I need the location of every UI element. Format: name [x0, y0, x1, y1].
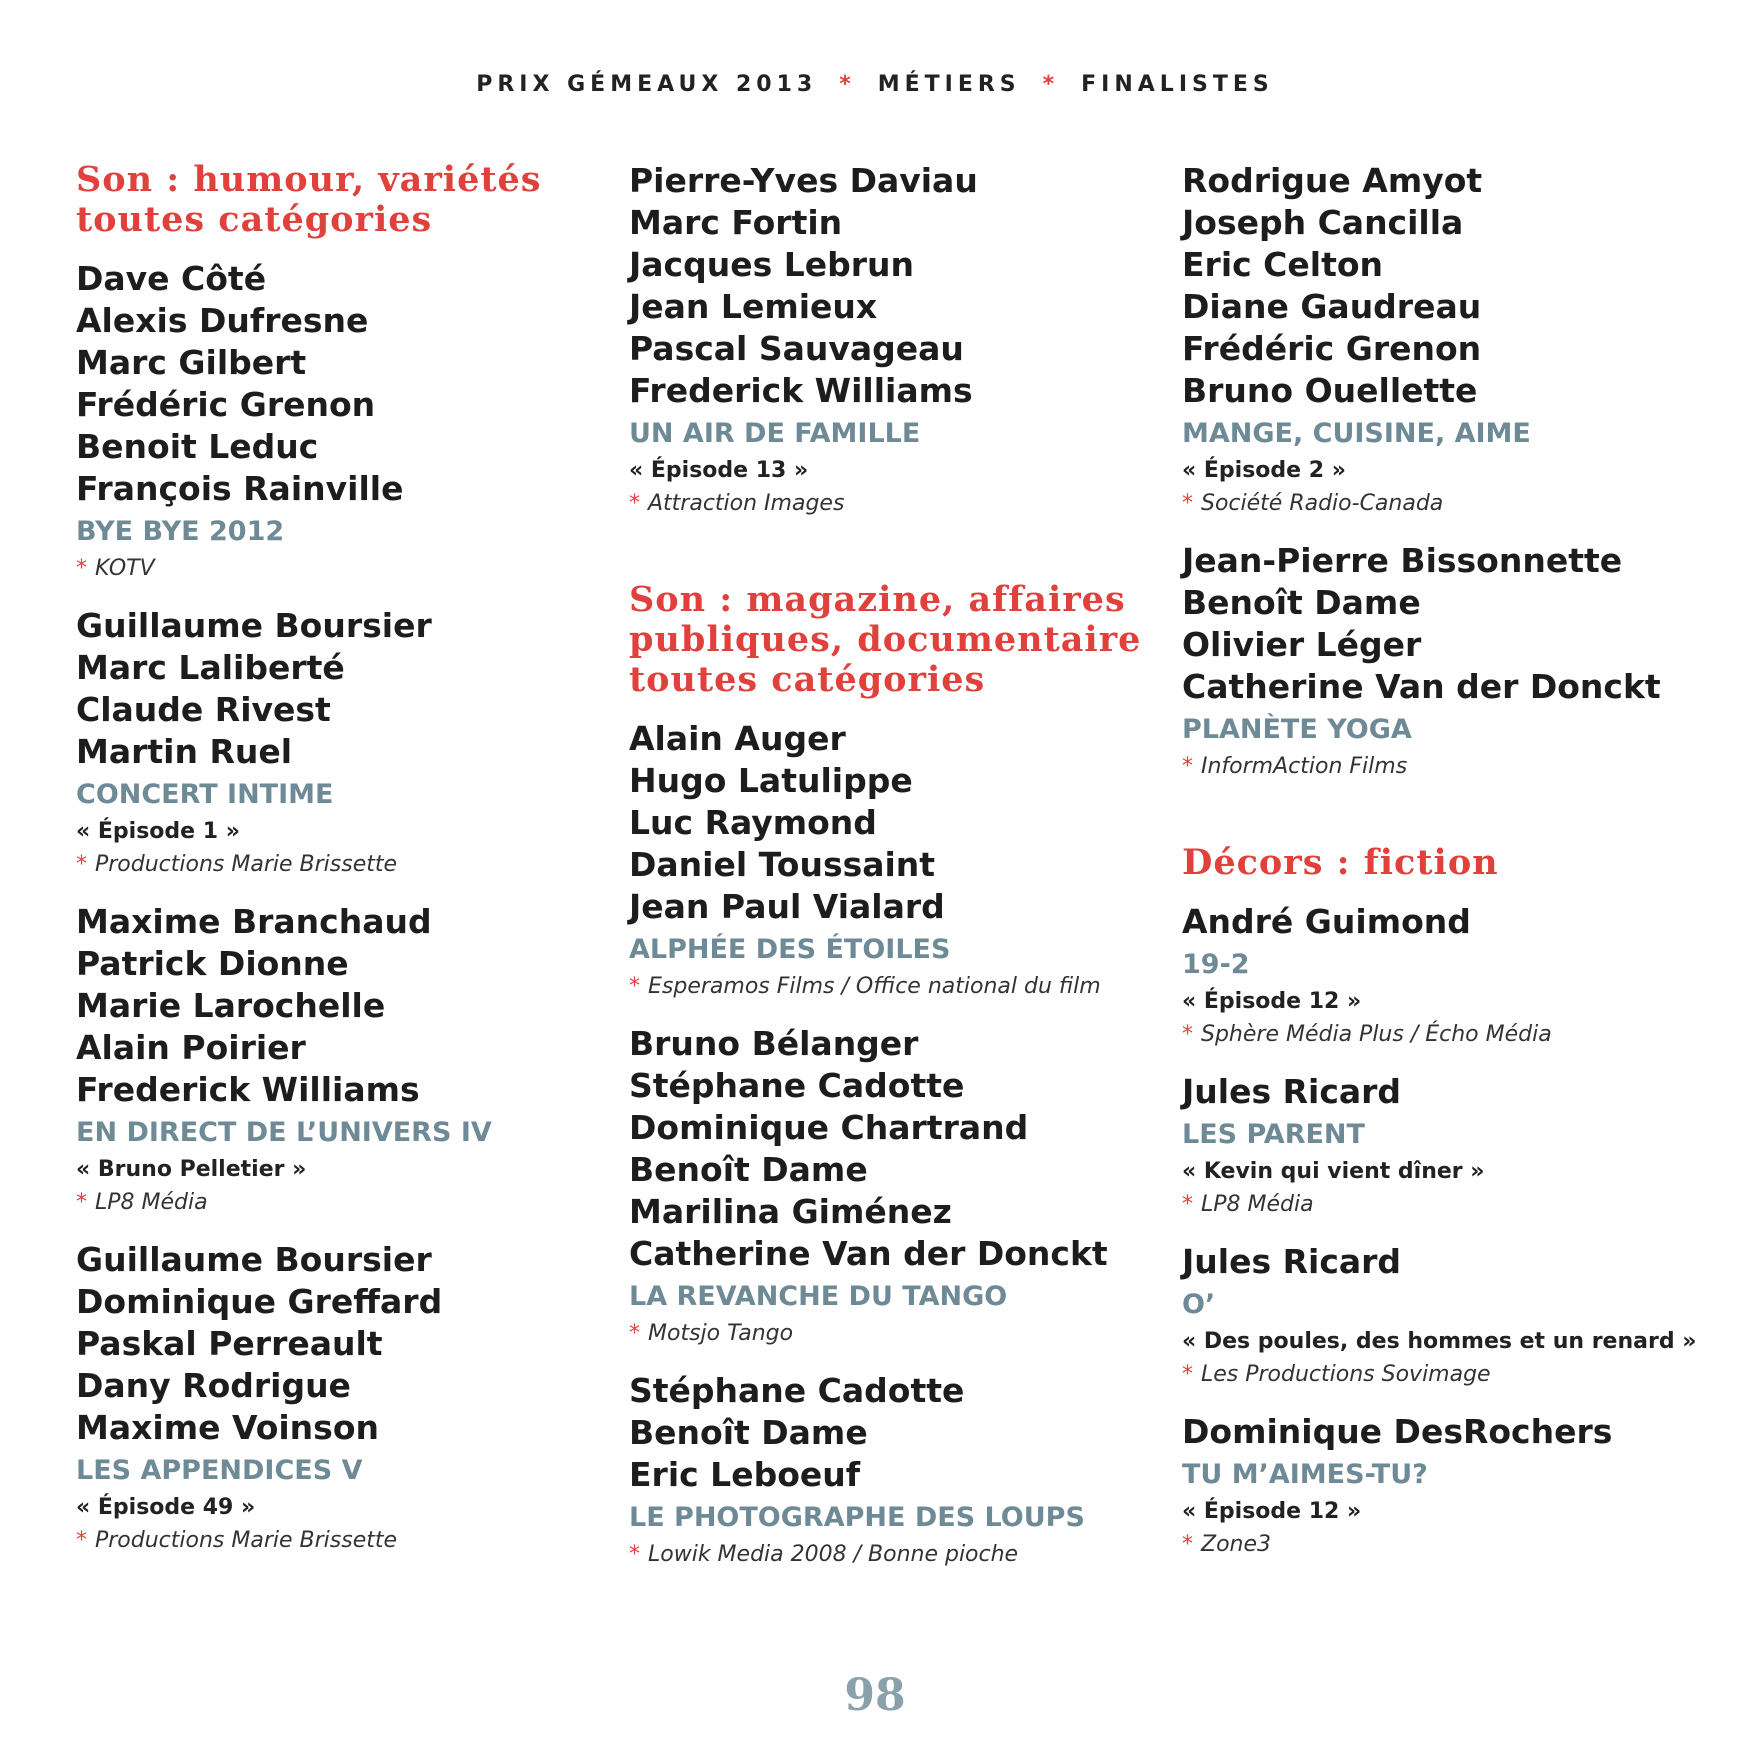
- star-icon: *: [1182, 1192, 1193, 1217]
- star-icon: *: [76, 1528, 87, 1553]
- nominee-name: Daniel Toussaint: [629, 845, 936, 884]
- nominee-entry: [76, 901, 596, 1219]
- category-title: Son : humour, variétés toutes catégories: [76, 159, 542, 240]
- episode-title: « Épisode 13 »: [629, 458, 809, 483]
- names-list: [1182, 1071, 1722, 1113]
- names-list: [629, 1023, 1149, 1275]
- nominee-name: Bruno Bélanger: [629, 1024, 919, 1063]
- nominee-name: Jean Lemieux: [629, 287, 878, 326]
- producer-name: LP8 Média: [1201, 1192, 1314, 1217]
- nominee-name: Dominique Chartrand: [629, 1108, 1029, 1147]
- star-icon: *: [629, 1542, 640, 1567]
- nominee-entry: [1182, 1071, 1722, 1221]
- nominee-entry: [1182, 160, 1722, 520]
- nominee-name: Dave Côté: [76, 259, 267, 298]
- show-title: CONCERT INTIME: [76, 779, 334, 810]
- nominee-name: Benoît Dame: [629, 1413, 868, 1452]
- nominee-name: Marc Laliberté: [76, 648, 345, 687]
- column-3: [1182, 160, 1722, 1581]
- header-subsection: FINALISTES: [1081, 72, 1274, 97]
- show-title: LES APPENDICES V: [76, 1455, 363, 1486]
- producer: [629, 1317, 1149, 1350]
- nominee-name: Rodrigue Amyot: [1182, 161, 1483, 200]
- episode-title: « Épisode 49 »: [76, 1495, 256, 1520]
- star-icon: *: [1182, 491, 1193, 516]
- nominee-name: Eric Leboeuf: [629, 1455, 861, 1494]
- star-icon: *: [629, 974, 640, 999]
- producer-name: Esperamos Films / Office national du film: [648, 974, 1101, 999]
- column-2: [629, 160, 1149, 1591]
- nominee-entry: [629, 718, 1149, 1003]
- star-icon: *: [1182, 1022, 1193, 1047]
- names-list: [76, 1239, 596, 1449]
- nominee-entry: [76, 1239, 596, 1557]
- nominee-name: Hugo Latulippe: [629, 761, 913, 800]
- producer: [76, 1524, 596, 1557]
- nominee-name: Catherine Van der Donckt: [629, 1234, 1108, 1273]
- producer-name: Productions Marie Brissette: [95, 1528, 398, 1553]
- nominee-name: Jules Ricard: [1182, 1242, 1402, 1281]
- nominee-name: Marc Fortin: [629, 203, 843, 242]
- star-icon: *: [1182, 1362, 1193, 1387]
- nominee-name: Paskal Perreault: [76, 1324, 383, 1363]
- episode-title: « Des poules, des hommes et un renard »: [1182, 1329, 1697, 1354]
- nominee-name: Bruno Ouellette: [1182, 371, 1478, 410]
- names-list: [629, 1370, 1149, 1496]
- nominee-name: Guillaume Boursier: [76, 606, 432, 645]
- producer-name: Sphère Média Plus / Écho Média: [1201, 1022, 1552, 1047]
- episode-title: « Épisode 1 »: [76, 819, 240, 844]
- nominee-name: Stéphane Cadotte: [629, 1066, 965, 1105]
- nominee-name: Alain Poirier: [76, 1028, 306, 1067]
- star-icon: *: [76, 1190, 87, 1215]
- nominee-name: Dany Rodrigue: [76, 1366, 351, 1405]
- nominee-name: Benoît Dame: [1182, 583, 1421, 622]
- nominee-name: Jean-Pierre Bissonnette: [1182, 541, 1623, 580]
- producer-name: KOTV: [95, 556, 155, 581]
- nominee-name: Benoît Dame: [629, 1150, 868, 1189]
- names-list: [1182, 160, 1722, 412]
- nominee-name: Alexis Dufresne: [76, 301, 369, 340]
- nominee-entry: [76, 605, 596, 881]
- names-list: [76, 605, 596, 773]
- episode-title: « Épisode 12 »: [1182, 1499, 1362, 1524]
- nominee-name: Patrick Dionne: [76, 944, 349, 983]
- category-title: Décors : fiction: [1182, 842, 1499, 883]
- nominee-name: Jules Ricard: [1182, 1072, 1402, 1111]
- nominee-name: Marie Larochelle: [76, 986, 386, 1025]
- nominee-entry: [1182, 1411, 1722, 1561]
- producer-name: Motsjo Tango: [648, 1321, 794, 1346]
- producer: [629, 970, 1149, 1003]
- nominee-entry: [1182, 901, 1722, 1051]
- show-title: MANGE, CUISINE, AIME: [1182, 418, 1531, 449]
- category-title: Son : magazine, affaires publiques, documentaire toutes catégories: [629, 579, 1142, 700]
- episode-title: « Kevin qui vient dîner »: [1182, 1159, 1485, 1184]
- names-list: [76, 901, 596, 1111]
- producer: [76, 1186, 596, 1219]
- nominee-name: Olivier Léger: [1182, 625, 1422, 664]
- header-section: MÉTIERS: [877, 72, 1021, 97]
- producer: [76, 552, 596, 585]
- producer-name: LP8 Média: [95, 1190, 208, 1215]
- page-number: 98: [844, 1670, 906, 1721]
- producer-name: Lowik Media 2008 / Bonne pioche: [648, 1542, 1019, 1567]
- show-title: TU M’AIMES-TU?: [1182, 1459, 1428, 1490]
- nominee-name: François Rainville: [76, 469, 404, 508]
- episode-title: « Épisode 12 »: [1182, 989, 1362, 1014]
- names-list: [1182, 1241, 1722, 1283]
- nominee-name: Frédéric Grenon: [1182, 329, 1482, 368]
- show-title: 19-2: [1182, 949, 1250, 980]
- nominee-name: Martin Ruel: [76, 732, 293, 771]
- producer-name: Zone3: [1201, 1532, 1272, 1557]
- nominee-name: Jean Paul Vialard: [629, 887, 945, 926]
- star-icon: *: [1182, 1532, 1193, 1557]
- nominee-name: Frederick Williams: [76, 1070, 420, 1109]
- nominee-name: Benoit Leduc: [76, 427, 319, 466]
- nominee-name: Joseph Cancilla: [1182, 203, 1464, 242]
- producer: [1182, 1188, 1722, 1221]
- star-icon: *: [76, 852, 87, 877]
- nominee-entry: [629, 160, 1149, 520]
- nominee-name: Maxime Voinson: [76, 1408, 379, 1447]
- star-icon: *: [629, 491, 640, 516]
- show-title: PLANÈTE YOGA: [1182, 714, 1412, 745]
- page-header: [0, 72, 1750, 97]
- show-title: LA REVANCHE DU TANGO: [629, 1281, 1008, 1312]
- nominee-name: Luc Raymond: [629, 803, 877, 842]
- show-title: ALPHÉE DES ÉTOILES: [629, 934, 951, 965]
- names-list: [76, 258, 596, 510]
- nominee-name: Pascal Sauvageau: [629, 329, 964, 368]
- producer: [1182, 1018, 1722, 1051]
- header-separator: *: [839, 72, 856, 97]
- nominee-entry: [629, 1023, 1149, 1350]
- nominee-name: Marc Gilbert: [76, 343, 307, 382]
- header-separator: *: [1042, 72, 1060, 97]
- nominee-name: Marilina Giménez: [629, 1192, 952, 1231]
- show-title: LE PHOTOGRAPHE DES LOUPS: [629, 1502, 1085, 1533]
- nominee-name: Dominique Greffard: [76, 1282, 443, 1321]
- nominee-entry: [629, 1370, 1149, 1571]
- nominee-name: Frederick Williams: [629, 371, 973, 410]
- names-list: [629, 718, 1149, 928]
- nominee-entry: [1182, 540, 1722, 783]
- header-title: PRIX GÉMEAUX 2013: [476, 72, 818, 97]
- producer: [76, 848, 596, 881]
- names-list: [629, 160, 1149, 412]
- names-list: [1182, 540, 1722, 708]
- star-icon: *: [1182, 754, 1193, 779]
- producer: [1182, 750, 1722, 783]
- names-list: [1182, 1411, 1722, 1453]
- producer-name: InformAction Films: [1201, 754, 1408, 779]
- producer-name: Société Radio-Canada: [1201, 491, 1444, 516]
- producer-name: Productions Marie Brissette: [95, 852, 398, 877]
- producer: [1182, 487, 1722, 520]
- nominee-name: Claude Rivest: [76, 690, 331, 729]
- show-title: EN DIRECT DE L’UNIVERS IV: [76, 1117, 492, 1148]
- nominee-name: Stéphane Cadotte: [629, 1371, 965, 1410]
- nominee-name: Dominique DesRochers: [1182, 1412, 1613, 1451]
- show-title: LES PARENT: [1182, 1119, 1365, 1150]
- nominee-name: Alain Auger: [629, 719, 846, 758]
- producer: [629, 1538, 1149, 1571]
- producer: [1182, 1358, 1722, 1391]
- producer: [1182, 1528, 1722, 1561]
- producer-name: Attraction Images: [648, 491, 845, 516]
- show-title: O’: [1182, 1289, 1216, 1320]
- episode-title: « Bruno Pelletier »: [76, 1157, 307, 1182]
- nominee-name: Jacques Lebrun: [629, 245, 915, 284]
- nominee-name: Eric Celton: [1182, 245, 1384, 284]
- show-title: UN AIR DE FAMILLE: [629, 418, 921, 449]
- star-icon: *: [76, 556, 87, 581]
- producer: [629, 487, 1149, 520]
- producer-name: Les Productions Sovimage: [1201, 1362, 1491, 1387]
- nominee-name: Maxime Branchaud: [76, 902, 432, 941]
- nominee-name: Pierre-Yves Daviau: [629, 161, 978, 200]
- nominee-name: Diane Gaudreau: [1182, 287, 1482, 326]
- nominee-name: Frédéric Grenon: [76, 385, 376, 424]
- nominee-entry: [76, 258, 596, 585]
- show-title: BYE BYE 2012: [76, 516, 285, 547]
- nominee-name: Catherine Van der Donckt: [1182, 667, 1661, 706]
- star-icon: *: [629, 1321, 640, 1346]
- episode-title: « Épisode 2 »: [1182, 458, 1346, 483]
- nominee-entry: [1182, 1241, 1722, 1391]
- nominee-name: Guillaume Boursier: [76, 1240, 432, 1279]
- column-1: [76, 160, 596, 1577]
- nominee-name: André Guimond: [1182, 902, 1471, 941]
- names-list: [1182, 901, 1722, 943]
